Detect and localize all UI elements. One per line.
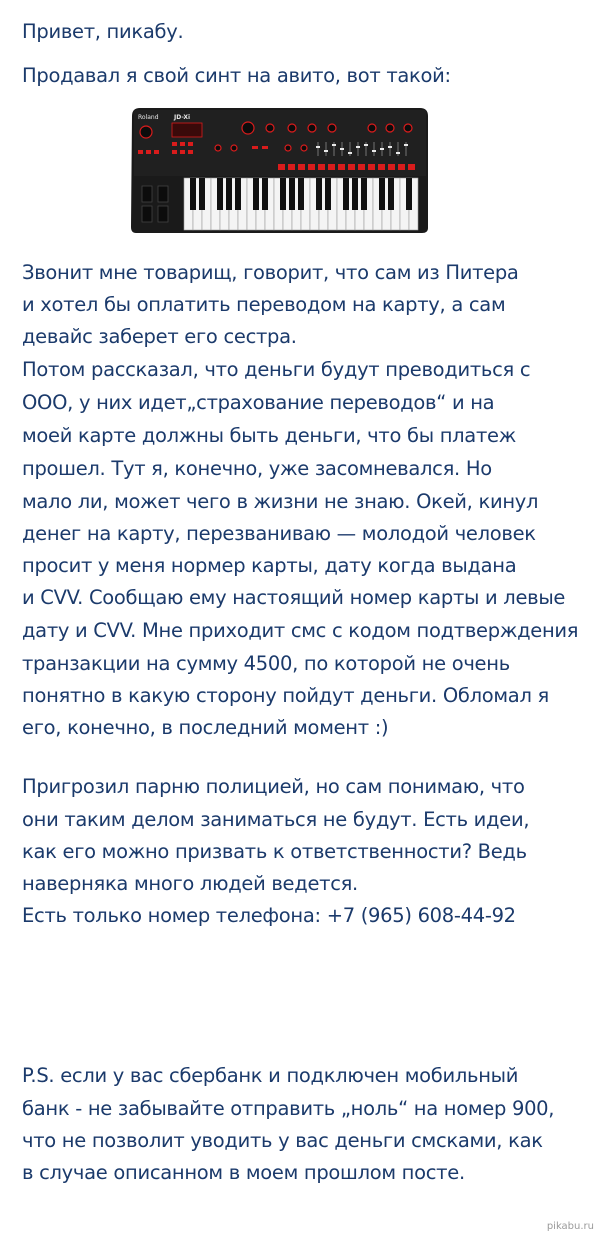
- ps-line: что не позволит уводить у вас деньги смсками, как: [22, 1129, 543, 1152]
- story-line: Звонит мне товарищ, говорит, что сам из Питера: [22, 261, 519, 284]
- story-line: прошел. Тут я, конечно, уже засомневался. Но: [22, 457, 492, 480]
- story-line: транзакции на сумму 4500, по которой не очень: [22, 652, 510, 675]
- story-line: девайс заберет его сестра.: [22, 325, 297, 348]
- ps-line: P.S. если у вас сбербанк и подключен мобильный: [22, 1064, 519, 1087]
- synth-image: [128, 106, 431, 234]
- story-line: просит у меня нормер карты, дату когда выдана: [22, 554, 517, 577]
- threat-line: они таким делом заниматься не будут. Есть идеи,: [22, 808, 530, 831]
- intro-text: Продавал я свой синт на авито, вот такой:: [22, 64, 451, 87]
- synth-model-label: JD-Xi: [174, 114, 191, 121]
- story-line: и хотел бы оплатить переводом на карту, а сам: [22, 293, 506, 316]
- story-line: и CVV. Сообщаю ему настоящий номер карты и левые: [22, 586, 566, 609]
- threat-line: наверняка много людей ведется.: [22, 872, 358, 895]
- site-watermark: pikabu.ru: [546, 1221, 594, 1232]
- story-line: дату и CVV. Мне приходит смс с кодом подтверждения: [22, 619, 579, 642]
- threat-line: Пригрозил парню полицией, но сам понимаю, что: [22, 775, 525, 798]
- story-line: понятно в какую сторону пойдут деньги. Обломал я: [22, 684, 549, 707]
- story-line: денег на карту, перезваниваю — молодой человек: [22, 522, 536, 545]
- synth-brand-label: Roland: [138, 114, 159, 121]
- phone-number-line: Есть только номер телефона: +7 (965) 608-44-92: [22, 904, 516, 927]
- story-line: Потом рассказал, что деньги будут преводиться с: [22, 358, 531, 381]
- threat-line: как его можно призвать к ответственности? Ведь: [22, 840, 527, 863]
- ps-line: в случае описанном в моем прошлом посте.: [22, 1161, 465, 1184]
- story-line: ООО, у них идет„страхование переводов“ и на: [22, 391, 495, 414]
- story-line: мало ли, может чего в жизни не знаю. Окей, кинул: [22, 490, 539, 513]
- story-line: его, конечно, в последний момент :): [22, 716, 389, 739]
- ps-line: банк - не забывайте отправить „ноль“ на номер 900,: [22, 1097, 555, 1120]
- greeting-text: Привет, пикабу.: [22, 20, 184, 43]
- story-line: моей карте должны быть деньги, что бы платеж: [22, 424, 516, 447]
